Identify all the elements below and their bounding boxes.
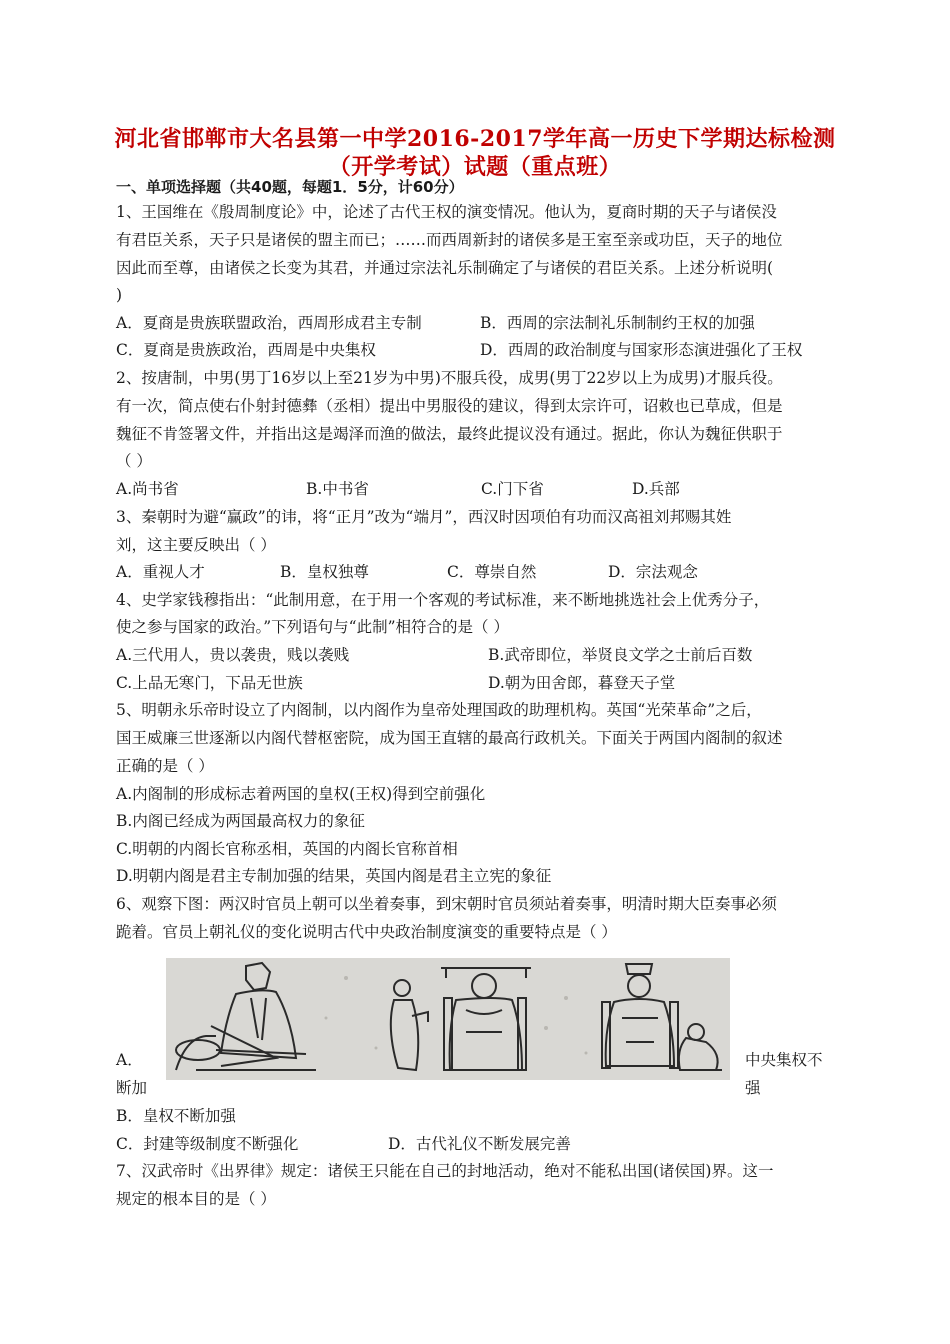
q5-line-2: 国王威廉三世逐渐以内阁代替枢密院，成为国王直辖的最高行政机关。下面关于两国内阁制的叙述 [116, 729, 783, 747]
q2-option-b: B.中书省 [306, 480, 369, 498]
q5-option-d: D.明朝内阁是君主专制加强的结果，英国内阁是君主立宪的象征 [116, 867, 552, 885]
q6-line-1: 6、观察下图：两汉时官员上朝可以坐着奏事，到宋朝时官员须站着奏事，明清时期大臣奏事必须 [116, 895, 777, 913]
q3-option-c: C．尊崇自然 [447, 563, 537, 581]
q2-line-1: 2、按唐制，中男(男丁16岁以上至21岁为中男)不服兵役，成男(男丁22岁以上为成男)才服兵役。 [116, 369, 783, 387]
section-heading: 一、单项选择题（共40题，每题1．5分，计60分） [116, 178, 464, 196]
q5-option-a: A.内阁制的形成标志着两国的皇权(王权)得到空前强化 [116, 785, 486, 803]
q1-line-4: ) [116, 286, 123, 304]
q4-option-d: D.朝为田舍郎，暮登天子堂 [488, 674, 676, 692]
q1-option-c: C．夏商是贵族政治，西周是中央集权 [116, 341, 376, 359]
q6-option-a-text-part1: 中央集权不 [745, 1051, 823, 1069]
q3-option-a: A．重视人才 [116, 563, 205, 581]
document-title-line1: 河北省邯郸市大名县第一中学2016-2017学年高一历史下学期达标检测 [114, 126, 836, 152]
q7-line-1: 7、汉武帝时《出界律》规定：诸侯王只能在自己的封地活动，绝对不能私出国(诸侯国)界。这一 [116, 1162, 774, 1180]
q3-option-d: D．宗法观念 [608, 563, 698, 581]
q2-line-3: 魏征不肯签署文件，并指出这是竭泽而渔的做法，最终此提议没有通过。据此，你认为魏征供职于 [116, 425, 783, 443]
q1-line-1: 1、王国维在《殷周制度论》中，论述了古代王权的演变情况。他认为，夏商时期的天子与诸侯没 [116, 203, 777, 221]
q1-option-a: A．夏商是贵族联盟政治，西周形成君主专制 [116, 314, 422, 332]
q3-line-2: 刘，这主要反映出（ ） [116, 536, 276, 554]
q6-option-d: D．古代礼仪不断发展完善 [388, 1135, 571, 1153]
court-etiquette-illustration [166, 958, 730, 1080]
q1-line-2: 有君臣关系，天子只是诸侯的盟主而已；……而西周新封的诸侯多是王室至亲或功臣，天子的地位 [116, 231, 783, 249]
q2-line-2: 有一次，简点使右仆射封德彝（丞相）提出中男服役的建议，得到太宗许可，诏敕也已草成，但是 [116, 397, 783, 415]
q4-option-b: B.武帝即位，举贤良文学之士前后百数 [488, 646, 753, 664]
document-title-line2: （开学考试）试题（重点班） [328, 154, 622, 180]
q1-line-3: 因此而至尊，由诸侯之长变为其君，并通过宗法礼乐制确定了与诸侯的君臣关系。上述分析说明( [116, 259, 774, 277]
q6-line-2: 跪着。官员上朝礼仪的变化说明古代中央政治制度演变的重要特点是（ ） [116, 923, 617, 941]
q6-option-a-prefix: A． [116, 1051, 143, 1069]
q1-option-b: B．西周的宗法制礼乐制制约王权的加强 [480, 314, 755, 332]
q5-line-1: 5、明朝永乐帝时设立了内阁制，以内阁作为皇帝处理国政的助理机构。英国“光荣革命”之后， [116, 701, 762, 719]
q5-option-c: C.明朝的内阁长官称丞相，英国的内阁长官称首相 [116, 840, 458, 858]
q2-option-c: C.门下省 [481, 480, 544, 498]
q1-option-d: D．西周的政治制度与国家形态演进强化了王权 [480, 341, 803, 359]
q2-option-a: A.尚书省 [116, 480, 179, 498]
q2-option-d: D.兵部 [632, 480, 680, 498]
q3-option-b: B．皇权独尊 [280, 563, 369, 581]
q6-option-b: B．皇权不断加强 [116, 1107, 236, 1125]
q4-option-c: C.上品无寒门，下品无世族 [116, 674, 303, 692]
q6-option-a-text-part3: 强 [745, 1079, 761, 1097]
q4-option-a: A.三代用人，贵以袭贵，贱以袭贱 [116, 646, 350, 664]
q3-line-1: 3、秦朝时为避“赢政”的讳，将“正月”改为“端月”，西汉时因项伯有功而汉高祖刘邦赐其姓 [116, 508, 732, 526]
q6-option-a-text-part2: 断加 [116, 1079, 148, 1097]
q4-line-1: 4、史学家钱穆指出：“此制用意，在于用一个客观的考试标准，来不断地挑选社会上优秀分子， [116, 591, 770, 609]
q4-line-2: 使之参与国家的政治。”下列语句与“此制”相符合的是（ ） [116, 618, 509, 636]
q7-line-2: 规定的根本目的是（ ） [116, 1190, 276, 1208]
q5-option-b: B.内阁已经成为两国最高权力的象征 [116, 812, 365, 830]
q5-line-3: 正确的是（ ） [116, 757, 214, 775]
q2-line-4: （ ） [116, 452, 152, 470]
q6-option-c: C．封建等级制度不断强化 [116, 1135, 299, 1153]
